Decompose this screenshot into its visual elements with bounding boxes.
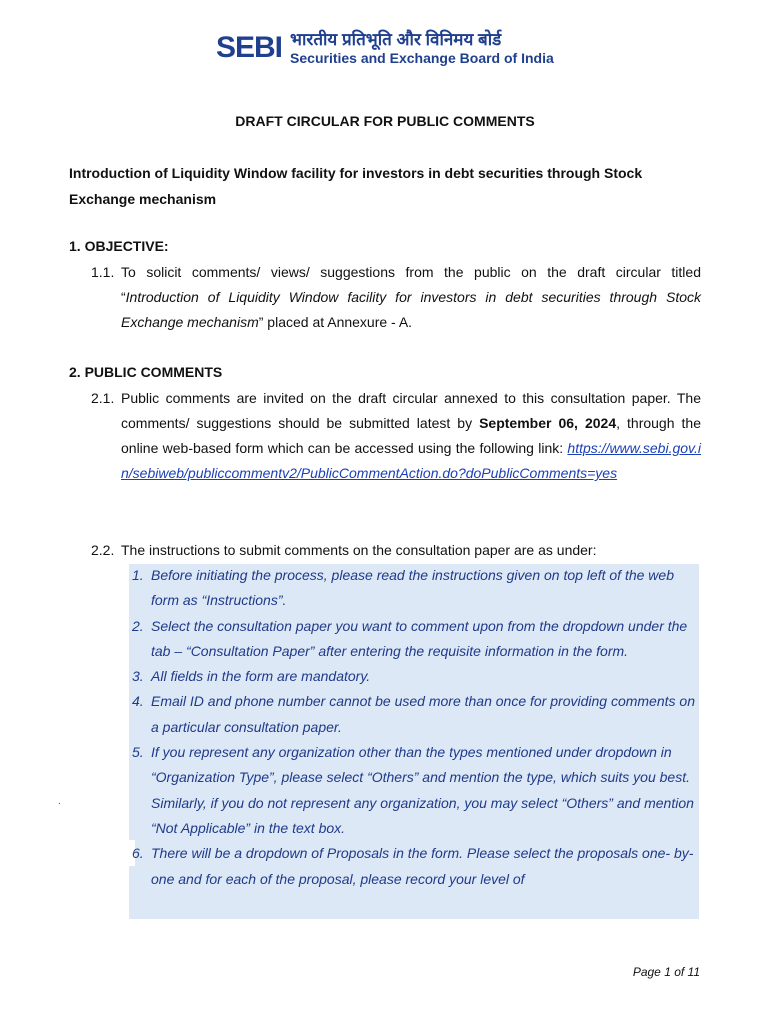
list-item-text: Email ID and phone number cannot be used more than once for providing comments on a particular consultation paper. [151, 693, 695, 735]
list-item [130, 563, 695, 614]
list-item [130, 614, 695, 665]
logo-hindi-name: भारतीय प्रतिभूति और विनिमय बोर्ड [290, 30, 502, 49]
deadline-date: September 06, 2024 [479, 415, 617, 431]
logo-english-name: Securities and Exchange Board of India [290, 50, 554, 66]
list-item-text: All fields in the form are mandatory. [151, 668, 371, 685]
list-item-text: Select the consultation paper you want to comment upon from the dropdown under the tab – “Consultation Paper” after entering the requisite information in the form. [151, 617, 688, 659]
item-number: 2.1. [91, 390, 115, 406]
item-number: 2.2. [91, 542, 115, 558]
list-item [130, 841, 695, 892]
section-public-comments-heading: 2. PUBLIC COMMENTS [69, 364, 223, 380]
section-2-1-paragraph [91, 386, 701, 486]
list-item-number: 2. [132, 617, 144, 634]
draft-circular-title: Introduction of Liquidity Window facility for investors in debt securities through Stock Exchange mechanism [121, 289, 701, 330]
item-number: 1.1. [91, 264, 115, 280]
logo-text [290, 30, 554, 66]
list-item-text: If you represent any organization other than the types mentioned under dropdown in “Organization Type”, please select “Others” and mention the type, which suits you best. Similarly, if you do not represent any organization, you may select “Others” and mention “Not Applicable” in the text box. [151, 744, 694, 836]
paragraph-text: ” placed at Annexure - A. [258, 314, 413, 330]
paragraph-text: To solicit comments/ views/ suggestions from the public on the draft circular titled “ [121, 264, 701, 305]
list-item [130, 664, 695, 689]
sebi-logo [216, 30, 554, 66]
stray-mark: . [58, 796, 61, 807]
instructions-list [130, 563, 695, 892]
list-item [130, 689, 695, 740]
public-comments-link[interactable]: https://www.sebi.gov.in/sebiweb/publiccommentv2/PublicCommentAction.do?doPublicComments=yes [121, 440, 701, 481]
list-item-number: 6. [132, 845, 144, 862]
list-item-text: There will be a dropdown of Proposals in the form. Please select the proposals one- by-one and for each of the proposal, please record your level of [151, 845, 694, 887]
paragraph-text: Public comments are invited on the draft circular annexed to this consultation paper. The comments/ suggestions should be submitted latest by [121, 390, 701, 431]
list-item-text: Before initiating the process, please read the instructions given on top left of the web form as “Instructions”. [151, 567, 674, 609]
list-item-number: 5. [132, 744, 144, 761]
section-2-2-paragraph [91, 538, 701, 563]
list-item-number: 4. [132, 693, 144, 710]
paragraph-text: The instructions to submit comments on the consultation paper are as under: [121, 542, 597, 558]
paragraph-text: , through the online web-based form which can be accessed using the following link: [121, 415, 701, 456]
page-title: DRAFT CIRCULAR FOR PUBLIC COMMENTS [235, 113, 535, 129]
page-number: Page 1 of 11 [632, 965, 700, 979]
list-item-number: 3. [132, 668, 144, 685]
section-1-1-paragraph [91, 260, 701, 335]
section-objective-heading: 1. OBJECTIVE: [69, 238, 169, 254]
list-item [130, 740, 695, 841]
document-subject: Introduction of Liquidity Window facility for investors in debt securities through Stock Exchange mechanism [69, 165, 643, 207]
list-item-number: 1. [132, 567, 144, 583]
sebi-logo-mark: SEBI [216, 31, 283, 64]
